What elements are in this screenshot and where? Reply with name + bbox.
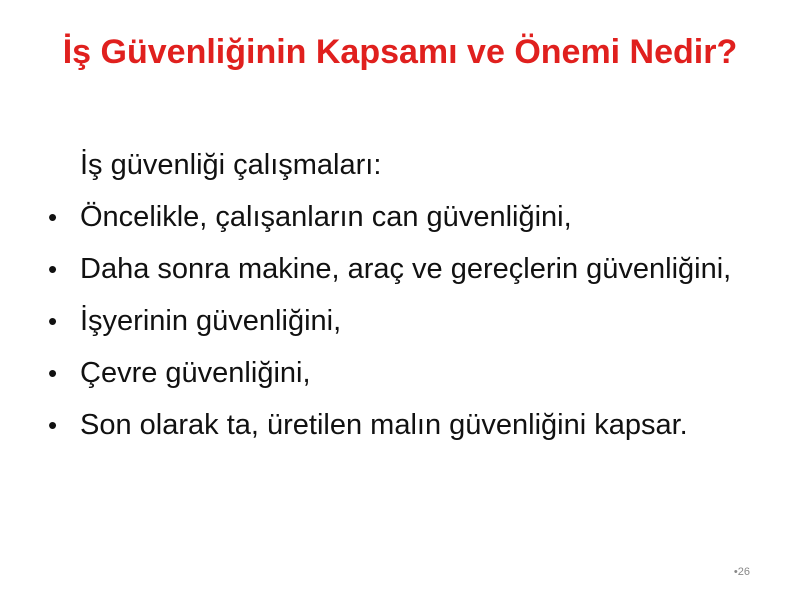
bullet-item	[48, 302, 748, 340]
bullet-item	[48, 250, 748, 288]
bullet-item	[48, 198, 748, 236]
bullet-item	[48, 406, 748, 444]
bullet-text: Öncelikle, çalışanların can güvenliğini,	[80, 201, 572, 233]
bullet-text: Çevre güvenliğini,	[80, 357, 311, 389]
content-list	[48, 146, 748, 458]
bullet-icon: •	[48, 202, 58, 232]
intro-text: İş güvenliği çalışmaları:	[80, 149, 382, 181]
page-number: •26	[733, 566, 750, 578]
bullet-item	[48, 354, 748, 392]
bullet-icon: •	[48, 306, 58, 336]
bullet-text: İşyerinin güvenliğini,	[80, 305, 342, 337]
bullet-text: Son olarak ta, üretilen malın güvenliğini kapsar.	[80, 409, 688, 441]
bullet-icon: •	[48, 254, 58, 284]
bullet-icon: •	[48, 410, 58, 440]
slide-title: İş Güvenliğinin Kapsamı ve Önemi Nedir?	[62, 33, 738, 71]
bullet-icon: •	[48, 358, 58, 388]
bullet-text: Daha sonra makine, araç ve gereçlerin güvenliğini,	[80, 253, 732, 285]
